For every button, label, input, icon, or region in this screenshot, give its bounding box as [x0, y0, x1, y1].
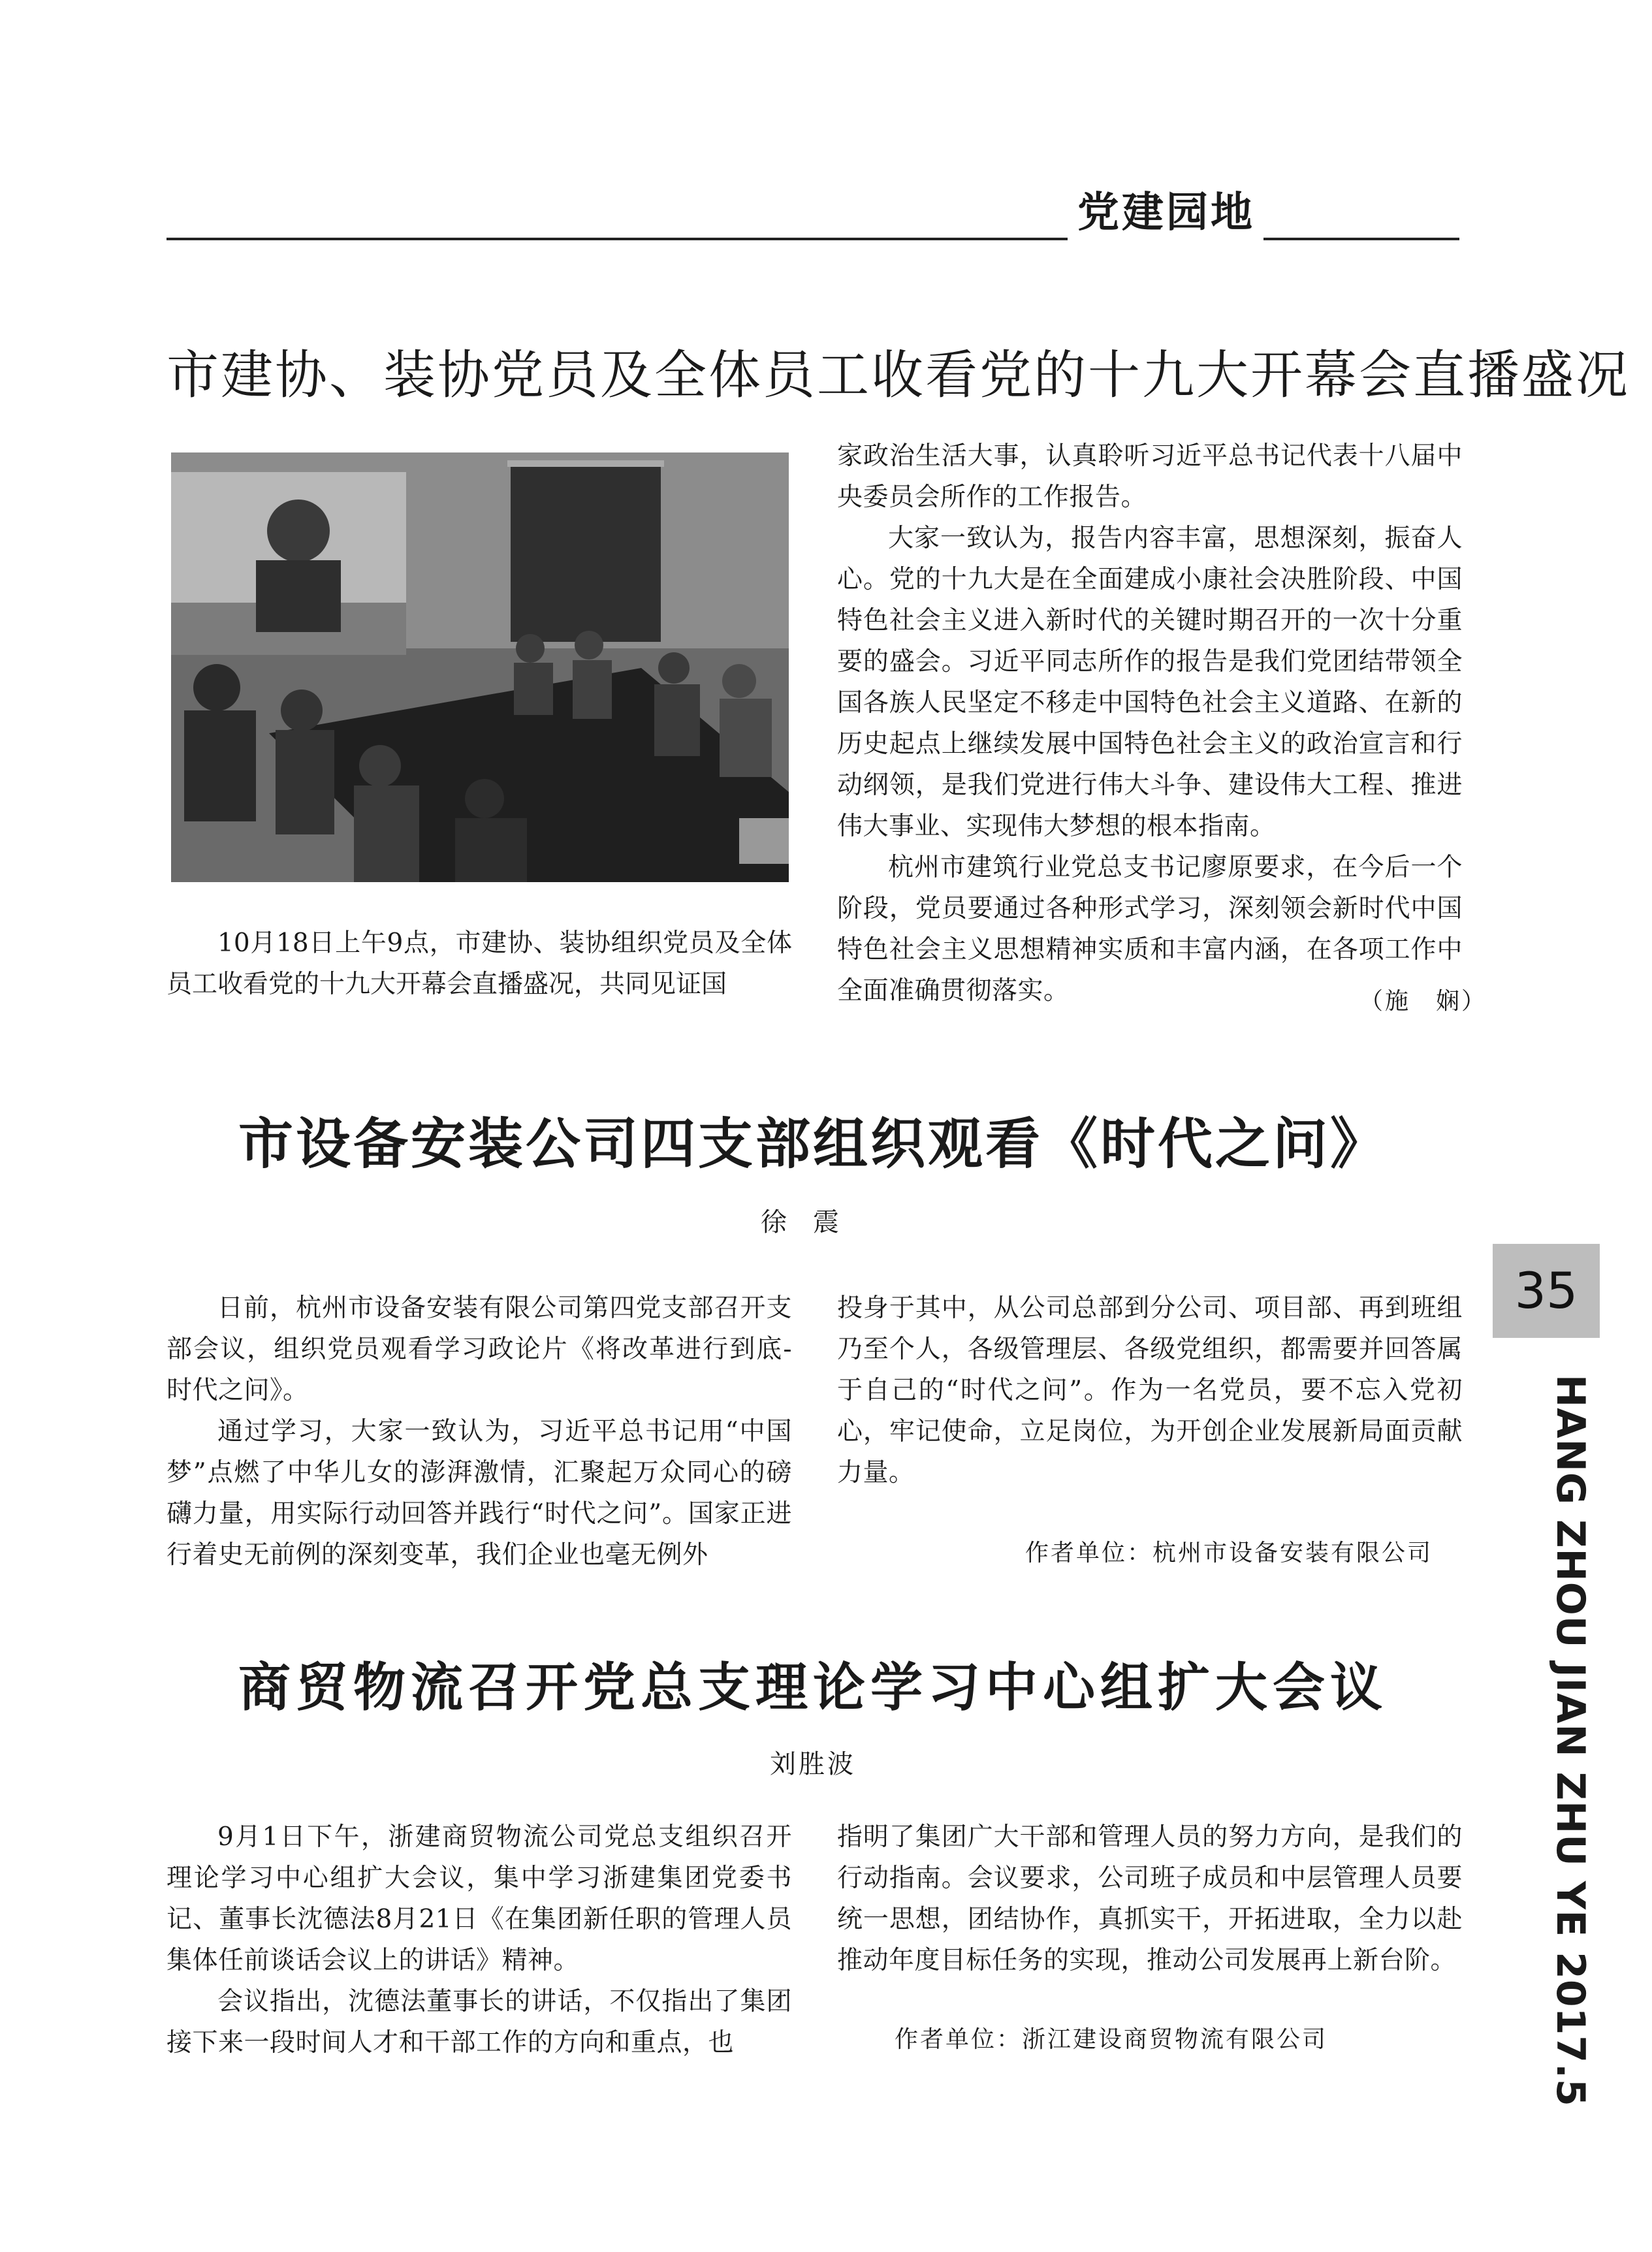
article1-photo [171, 452, 789, 882]
article3-left-column [167, 1816, 792, 2063]
article3-paragraph: 9月1日下午，浙建商贸物流公司党总支组织召开理论学习中心组扩大会议，集中学习浙建集团党委书记、董事长沈德法8月21日《在集团新任职的管理人员集体任前谈话会议上的讲话》精神。 [167, 1822, 792, 1975]
article3-author: 刘胜波 [770, 1749, 856, 1779]
header-rule-right [1263, 238, 1459, 240]
article1-paragraph: 家政治生活大事，认真聆听习近平总书记代表十八届中央委员会所作的工作报告。 [837, 441, 1463, 512]
article3-paragraph: 会议指出，沈德法董事长的讲话，不仅指出了集团接下来一段时间人才和干部工作的方向和重点，也 [167, 1987, 792, 2057]
article2-affiliation: 作者单位：杭州市设备安装有限公司 [1025, 1540, 1433, 1566]
article1-signature: （施 娴） [1359, 988, 1487, 1015]
article3-affiliation: 作者单位：浙江建设商贸物流有限公司 [895, 2026, 1328, 2053]
article1-right-column [837, 436, 1463, 1011]
article2-author: 徐震 [761, 1207, 865, 1237]
article2-right-column [837, 1288, 1463, 1493]
article2-paragraph: 投身于其中，从公司总部到分公司、项目部、再到班组乃至个人，各级管理层、各级党组织，都需要并回答属于自己的“时代之问”。作为一名党员，要不忘入党初心，牢记使命，立足岗位，为开创企业发展新局面贡献力量。 [837, 1293, 1463, 1487]
article1-caption [167, 923, 792, 1005]
article1-paragraph: 杭州市建筑行业党总支书记廖原要求，在今后一个阶段，党员要通过各种形式学习，深刻领会新时代中国特色社会主义思想精神实质和丰富内涵，在各项工作中全面准确贯彻落实。 [837, 853, 1463, 1006]
article3-right-column [837, 1816, 1463, 1981]
journal-title-vertical: HANG ZHOU JIAN ZHU YE 2017.5 [1548, 1374, 1593, 2107]
article1-paragraph: 大家一致认为，报告内容丰富，思想深刻，振奋人心。党的十九大是在全面建成小康社会决胜阶段、中国特色社会主义进入新时代的关键时期召开的一次十分重要的盛会。习近平同志所作的报告是我们党团结带领全国各族人民坚定不移走中国特色社会主义道路、在新的历史起点上继续发展中国特色社会主义的政治宣言和行动纲领，是我们党进行伟大斗争、建设伟大工程、推进伟大事业、实现伟大梦想的根本指南。 [837, 524, 1463, 841]
article1-title: 市建协、装协党员及全体员工收看党的十九大开幕会直播盛况 [167, 345, 1630, 405]
article2-paragraph: 日前，杭州市设备安装有限公司第四党支部召开支部会议，组织党员观看学习政论片《将改革进行到底-时代之问》。 [167, 1293, 792, 1405]
page-number: 35 [1493, 1244, 1600, 1338]
article3-paragraph: 指明了集团广大干部和管理人员的努力方向，是我们的行动指南。会议要求，公司班子成员和中层管理人员要统一思想，团结协作，真抓实干，开拓进取，全力以赴推动年度目标任务的实现，推动公司发展再上新台阶。 [837, 1822, 1463, 1975]
section-label: 党建园地 [1077, 189, 1255, 237]
article3-title: 商贸物流召开党总支理论学习中心组扩大会议 [238, 1657, 1388, 1718]
article2-paragraph: 通过学习，大家一致认为，习近平总书记用“中国梦”点燃了中华儿女的澎湃激情，汇聚起万众同心的磅礴力量，用实际行动回答并践行“时代之问”。国家正进行着史无前例的深刻变革，我们企业也毫无例外 [167, 1417, 792, 1570]
article2-left-column [167, 1288, 792, 1576]
article2-title: 市设备安装公司四支部组织观看《时代之问》 [238, 1112, 1388, 1176]
header-rule-left [167, 238, 1068, 240]
caption-text: 10月18日上午9点，市建协、装协组织党员及全体员工收看党的十九大开幕会直播盛况，共同见证国 [167, 928, 792, 999]
meeting-room-image [171, 452, 789, 882]
